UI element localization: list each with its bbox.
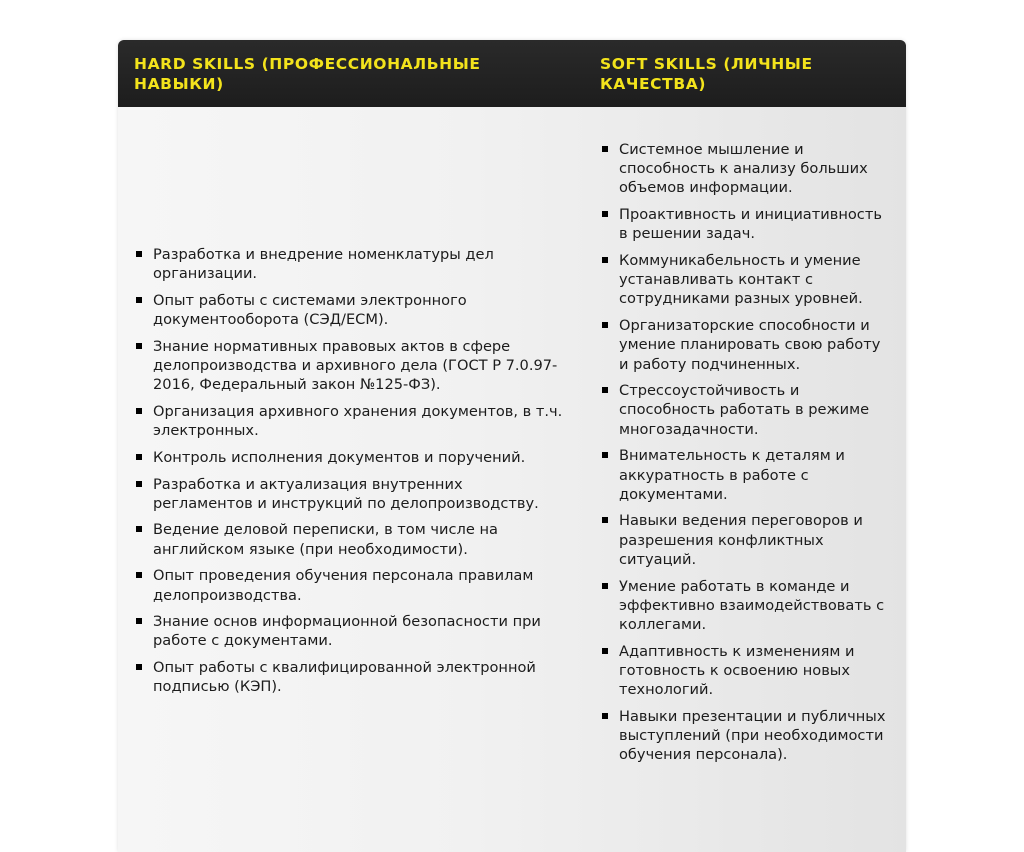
soft-skills-list xyxy=(601,140,886,772)
hard-skill-item: Знание нормативных правовых актов в сфере делопроизводства и архивного дела (ГОСТ Р 7.0.97-2016, Федеральный закон №125-ФЗ). xyxy=(135,337,565,395)
hard-skill-item: Разработка и внедрение номенклатуры дел организации. xyxy=(135,245,565,283)
hard-skill-item: Знание основ информационной безопасности при работе с документами. xyxy=(135,612,565,650)
hard-skill-item: Опыт работы с системами электронного документооборота (СЭД/ECM). xyxy=(135,291,565,329)
hard-skills-heading: HARD SKILLS (ПРОФЕССИОНАЛЬНЫЕ НАВЫКИ) xyxy=(134,55,481,93)
hard-skill-item: Опыт проведения обучения персонала правилам делопроизводства. xyxy=(135,566,565,604)
soft-skill-item: Внимательность к деталям и аккуратность в работе с документами. xyxy=(601,446,886,504)
soft-skill-item: Навыки ведения переговоров и разрешения конфликтных ситуаций. xyxy=(601,511,886,569)
hard-skill-item: Ведение деловой переписки, в том числе на английском языке (при необходимости). xyxy=(135,520,565,558)
skills-table-card xyxy=(118,40,906,852)
soft-skill-item: Навыки презентации и публичных выступлений (при необходимости обучения персонала). xyxy=(601,707,886,765)
soft-skills-heading: SOFT SKILLS (ЛИЧНЫЕ КАЧЕСТВА) xyxy=(600,55,813,93)
hard-skill-item: Контроль исполнения документов и поручений. xyxy=(135,448,565,467)
soft-skill-item: Системное мышление и способность к анализу больших объемов информации. xyxy=(601,140,886,198)
hard-skill-item: Организация архивного хранения документов, в т.ч. электронных. xyxy=(135,402,565,440)
soft-skill-item: Проактивность и инициативность в решении задач. xyxy=(601,205,886,243)
soft-skill-item: Организаторские способности и умение планировать свою работу и работу подчиненных. xyxy=(601,316,886,374)
table-body xyxy=(118,107,906,852)
hard-skills-list xyxy=(135,245,565,704)
soft-skill-item: Стрессоустойчивость и способность работать в режиме многозадачности. xyxy=(601,381,886,439)
soft-skill-item: Коммуникабельность и умение устанавливать контакт с сотрудниками разных уровней. xyxy=(601,251,886,309)
hard-skill-item: Опыт работы с квалифицированной электронной подписью (КЭП). xyxy=(135,658,565,696)
soft-skill-item: Адаптивность к изменениям и готовность к освоению новых технологий. xyxy=(601,642,886,700)
soft-skill-item: Умение работать в команде и эффективно взаимодействовать с коллегами. xyxy=(601,577,886,635)
hard-skill-item: Разработка и актуализация внутренних регламентов и инструкций по делопроизводству. xyxy=(135,475,565,513)
table-header xyxy=(118,40,906,107)
